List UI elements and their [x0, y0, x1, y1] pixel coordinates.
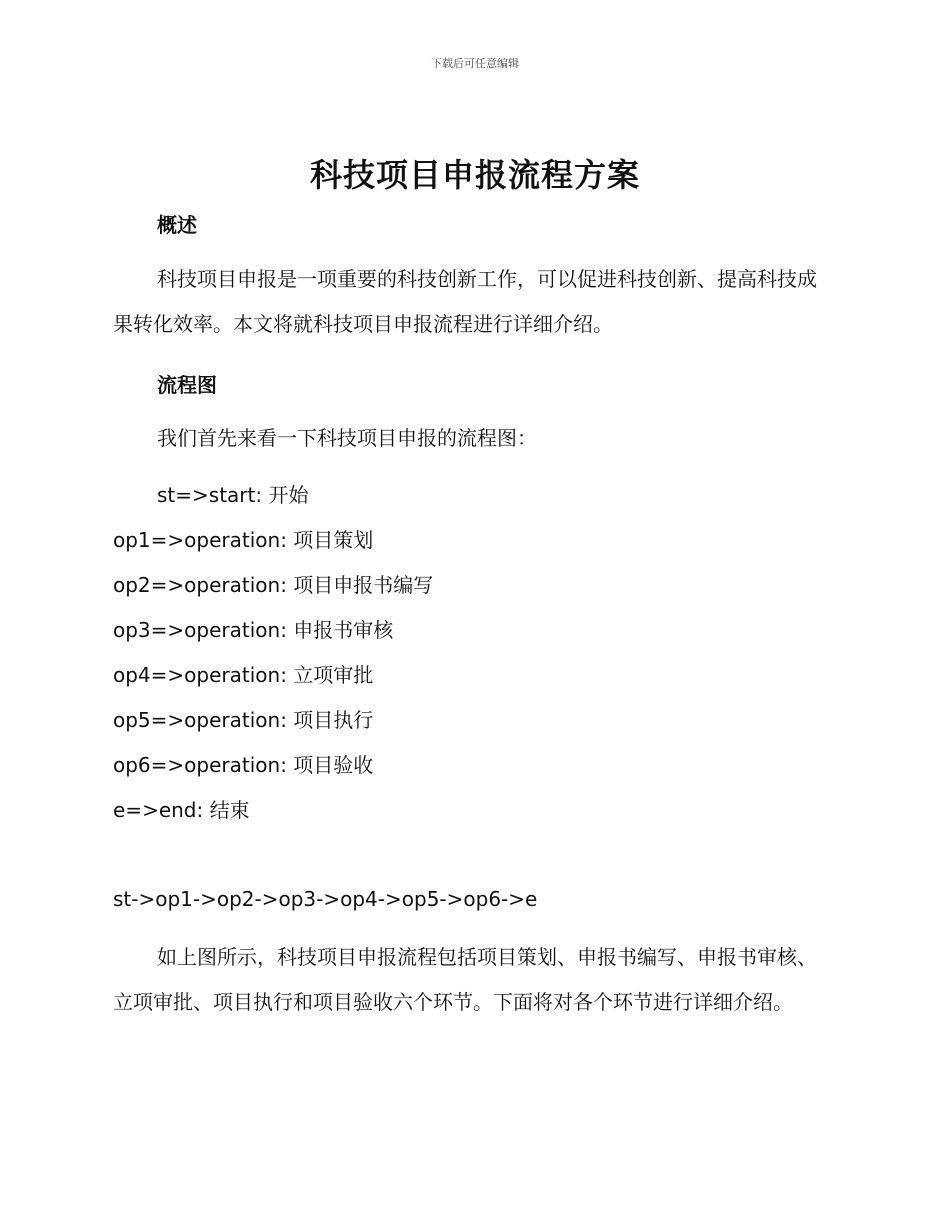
flowchart-line-op1: op1=>operation: 项目策划 — [113, 528, 374, 552]
flowchart-line-op2: op2=>operation: 项目申报书编写 — [113, 573, 434, 597]
flowchart-line-op3: op3=>operation: 申报书审核 — [113, 618, 394, 642]
header-note: 下载后可任意编辑 — [431, 57, 519, 70]
flowchart-line-end: e=>end: 结束 — [113, 798, 250, 822]
document-title: 科技项目申报流程方案 — [309, 156, 640, 194]
flowchart-heading: 流程图 — [157, 373, 217, 397]
flowchart-intro: 我们首先来看一下科技项目申报的流程图： — [157, 426, 537, 450]
overview-paragraph: 科技项目申报是一项重要的科技创新工作，可以促进科技创新、提高科技成果转化效率。本文将就科技项目申报流程进行详细介绍。 — [113, 267, 817, 336]
flowchart-line-op4: op4=>operation: 立项审批 — [113, 663, 374, 687]
flowchart-line-op6: op6=>operation: 项目验收 — [113, 753, 374, 777]
flowchart-line-op5: op5=>operation: 项目执行 — [113, 708, 374, 732]
flowchart-line-start: st=>start: 开始 — [157, 483, 309, 507]
flowchart-summary: 如上图所示，科技项目申报流程包括项目策划、申报书编写、申报书审核、立项审批、项目执行和项目验收六个环节。下面将对各个环节进行详细介绍。 — [113, 945, 817, 1014]
flowchart-sequence: st->op1->op2->op3->op4->op5->op6->e — [113, 887, 538, 911]
overview-heading: 概述 — [157, 213, 197, 237]
